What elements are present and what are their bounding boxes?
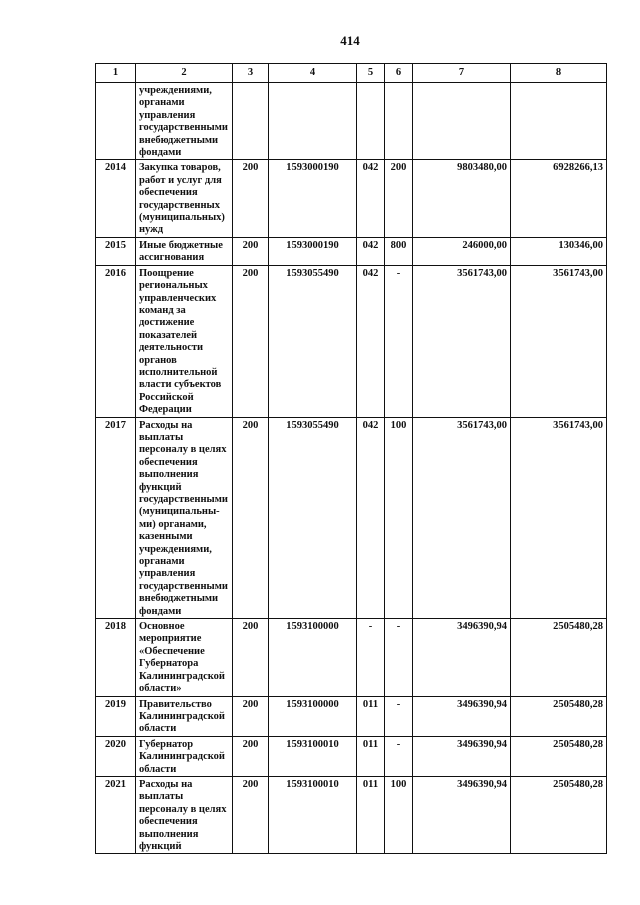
column-header: 6 [385, 64, 413, 83]
column-header: 4 [269, 64, 357, 83]
table-row [96, 265, 607, 417]
page-number: 414 [340, 33, 360, 48]
section-code-cell: 200 [233, 696, 269, 736]
row-name-cell: Поощрение региональных управленческих команд за достижение показателей деятельности органов исполнительной власти субъектов Российской Федерации [136, 265, 233, 417]
target-article-cell: 1593100010 [269, 776, 357, 853]
row-number-cell: 2021 [96, 776, 136, 853]
ministry-code-cell: 042 [357, 160, 385, 237]
expense-type-cell: 100 [385, 776, 413, 853]
row-number-cell: 2019 [96, 696, 136, 736]
executed-amount-cell: 2505480,28 [511, 736, 607, 776]
executed-amount-cell: 2505480,28 [511, 619, 607, 696]
ministry-code-cell [357, 83, 385, 160]
row-number-cell: 2017 [96, 417, 136, 619]
row-name-cell: Расходы на выплаты персоналу в целях обеспечения выполнения функций [136, 776, 233, 853]
expense-type-cell: 100 [385, 417, 413, 619]
table-row [96, 83, 607, 160]
row-name-cell: учреждениями, органами управления государственными внебюджетными фондами [136, 83, 233, 160]
planned-amount-cell: 3561743,00 [413, 417, 511, 619]
planned-amount-cell [413, 83, 511, 160]
executed-amount-cell: 3561743,00 [511, 265, 607, 417]
section-code-cell: 200 [233, 160, 269, 237]
column-header: 1 [96, 64, 136, 83]
table-row [96, 160, 607, 237]
table-row [96, 736, 607, 776]
target-article-cell: 1593100000 [269, 619, 357, 696]
row-name-cell: Основное мероприятие «Обеспечение Губернатора Калининградской области» [136, 619, 233, 696]
row-name-cell: Иные бюджетные ассигнования [136, 237, 233, 265]
column-header: 3 [233, 64, 269, 83]
expense-type-cell: 800 [385, 237, 413, 265]
planned-amount-cell: 246000,00 [413, 237, 511, 265]
ministry-code-cell: 042 [357, 237, 385, 265]
table-row [96, 619, 607, 696]
row-number-cell: 2018 [96, 619, 136, 696]
row-name-cell: Закупка товаров, работ и услуг для обеспечения государственных (муниципальных) нужд [136, 160, 233, 237]
planned-amount-cell: 3496390,94 [413, 736, 511, 776]
executed-amount-cell: 2505480,28 [511, 776, 607, 853]
ministry-code-cell: 011 [357, 776, 385, 853]
executed-amount-cell: 6928266,13 [511, 160, 607, 237]
row-number-cell: 2014 [96, 160, 136, 237]
column-header: 5 [357, 64, 385, 83]
row-name-cell: Расходы на выплаты персоналу в целях обеспечения выполнения функций государственными (муниципальны-ми) органами, казенными учреждениями, органами управления государственными внебюджетными фондами [136, 417, 233, 619]
section-code-cell: 200 [233, 776, 269, 853]
target-article-cell [269, 83, 357, 160]
executed-amount-cell: 3561743,00 [511, 417, 607, 619]
target-article-cell: 1593100010 [269, 736, 357, 776]
section-code-cell [233, 83, 269, 160]
row-number-cell: 2016 [96, 265, 136, 417]
row-name-cell: Правительство Калининградской области [136, 696, 233, 736]
section-code-cell: 200 [233, 417, 269, 619]
executed-amount-cell: 2505480,28 [511, 696, 607, 736]
target-article-cell: 1593000190 [269, 160, 357, 237]
target-article-cell: 1593100000 [269, 696, 357, 736]
expense-type-cell: 200 [385, 160, 413, 237]
row-number-cell: 2015 [96, 237, 136, 265]
section-code-cell: 200 [233, 736, 269, 776]
table-row [96, 696, 607, 736]
column-header: 8 [511, 64, 607, 83]
expense-type-cell: - [385, 696, 413, 736]
table-row [96, 776, 607, 853]
planned-amount-cell: 3496390,94 [413, 696, 511, 736]
row-number-cell [96, 83, 136, 160]
section-code-cell: 200 [233, 619, 269, 696]
planned-amount-cell: 9803480,00 [413, 160, 511, 237]
row-number-cell: 2020 [96, 736, 136, 776]
expense-type-cell [385, 83, 413, 160]
expense-type-cell: - [385, 736, 413, 776]
section-code-cell: 200 [233, 265, 269, 417]
ministry-code-cell: - [357, 619, 385, 696]
row-name-cell: Губернатор Калининградской области [136, 736, 233, 776]
planned-amount-cell: 3561743,00 [413, 265, 511, 417]
ministry-code-cell: 011 [357, 696, 385, 736]
target-article-cell: 1593055490 [269, 417, 357, 619]
planned-amount-cell: 3496390,94 [413, 619, 511, 696]
executed-amount-cell: 130346,00 [511, 237, 607, 265]
target-article-cell: 1593000190 [269, 237, 357, 265]
target-article-cell: 1593055490 [269, 265, 357, 417]
ministry-code-cell: 011 [357, 736, 385, 776]
executed-amount-cell [511, 83, 607, 160]
ministry-code-cell: 042 [357, 417, 385, 619]
expense-type-cell: - [385, 265, 413, 417]
table-row [96, 237, 607, 265]
section-code-cell: 200 [233, 237, 269, 265]
ministry-code-cell: 042 [357, 265, 385, 417]
planned-amount-cell: 3496390,94 [413, 776, 511, 853]
expense-type-cell: - [385, 619, 413, 696]
column-header: 2 [136, 64, 233, 83]
budget-table [95, 63, 607, 854]
column-header: 7 [413, 64, 511, 83]
table-row [96, 417, 607, 619]
table-header-row [96, 64, 607, 83]
